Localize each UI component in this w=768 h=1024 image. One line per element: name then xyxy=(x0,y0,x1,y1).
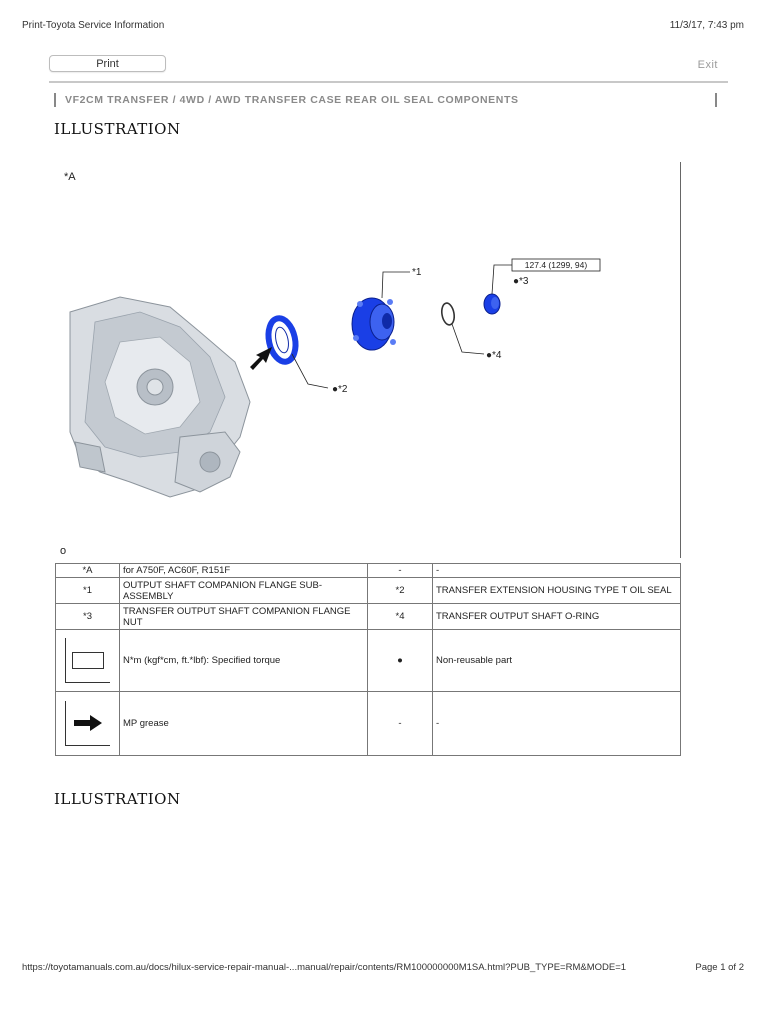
legend-row xyxy=(56,578,681,604)
print-button[interactable]: Print xyxy=(49,55,166,72)
legend-key: *3 xyxy=(56,604,120,630)
transfer-case-housing xyxy=(70,297,250,497)
header-divider xyxy=(49,81,728,83)
legend-desc: MP grease xyxy=(120,692,368,756)
legend-desc: - xyxy=(433,692,681,756)
legend-key: *A xyxy=(56,564,120,578)
legend-row xyxy=(56,564,681,578)
legend-desc: TRANSFER OUTPUT SHAFT COMPANION FLANGE NUT xyxy=(120,604,368,630)
print-datetime: 11/3/17, 7:43 pm xyxy=(669,20,744,31)
page-title-header: Print-Toyota Service Information xyxy=(22,20,165,31)
flange-nut-part xyxy=(484,294,500,314)
leader-lines xyxy=(292,265,512,388)
legend-desc: TRANSFER OUTPUT SHAFT O-RING xyxy=(433,604,681,630)
section-title-illustration: ILLUSTRATION xyxy=(54,120,181,138)
callout-4: ●*4 xyxy=(486,350,502,361)
components-illustration xyxy=(60,162,670,552)
breadcrumb: VF2CM TRANSFER / 4WD / AWD TRANSFER CASE REAR OIL SEAL COMPONENTS xyxy=(54,93,717,107)
o-ring-part xyxy=(440,302,456,326)
legend-symbol-cell xyxy=(56,692,120,756)
legend-desc: N*m (kgf*cm, ft.*lbf): Specified torque xyxy=(120,630,368,692)
arrow-right-icon xyxy=(65,701,110,746)
section-title-illustration-2: ILLUSTRATION xyxy=(54,790,181,808)
callout-3: ●*3 xyxy=(513,276,529,287)
legend-desc: OUTPUT SHAFT COMPANION FLANGE SUB-ASSEMBLY xyxy=(120,578,368,604)
legend-desc: TRANSFER EXTENSION HOUSING TYPE T OIL SEAL xyxy=(433,578,681,604)
companion-flange-part xyxy=(352,298,396,350)
torque-box-icon xyxy=(65,638,110,683)
footer-url: https://toyotamanuals.com.au/docs/hilux-service-repair-manual-...manual/repair/contents/RM100000000M1SA.html?PUB_TYPE=RM&MODE=1 xyxy=(22,962,627,973)
exit-link[interactable]: Exit xyxy=(697,59,718,71)
figure-right-border xyxy=(680,162,681,558)
grease-arrow-icon xyxy=(250,347,272,370)
figure-label-a: *A xyxy=(64,171,76,183)
legend-key: - xyxy=(368,564,433,578)
legend-table xyxy=(55,563,681,756)
legend-key: - xyxy=(368,692,433,756)
torque-callout: 127.4 (1299, 94) xyxy=(524,260,588,270)
page-number: Page 1 of 2 xyxy=(695,962,744,973)
figure-bottom-mark: o xyxy=(60,545,67,557)
legend-desc: for A750F, AC60F, R151F xyxy=(120,564,368,578)
legend-key: *1 xyxy=(56,578,120,604)
legend-row xyxy=(56,692,681,756)
oil-seal-part xyxy=(265,316,300,364)
legend-symbol-cell xyxy=(56,630,120,692)
non-reusable-icon: ● xyxy=(368,630,433,692)
legend-desc: - xyxy=(433,564,681,578)
callout-2: ●*2 xyxy=(332,384,348,395)
legend-key: *4 xyxy=(368,604,433,630)
legend-desc: Non-reusable part xyxy=(433,630,681,692)
legend-key: *2 xyxy=(368,578,433,604)
legend-row xyxy=(56,630,681,692)
callout-1: *1 xyxy=(412,267,422,278)
legend-row xyxy=(56,604,681,630)
